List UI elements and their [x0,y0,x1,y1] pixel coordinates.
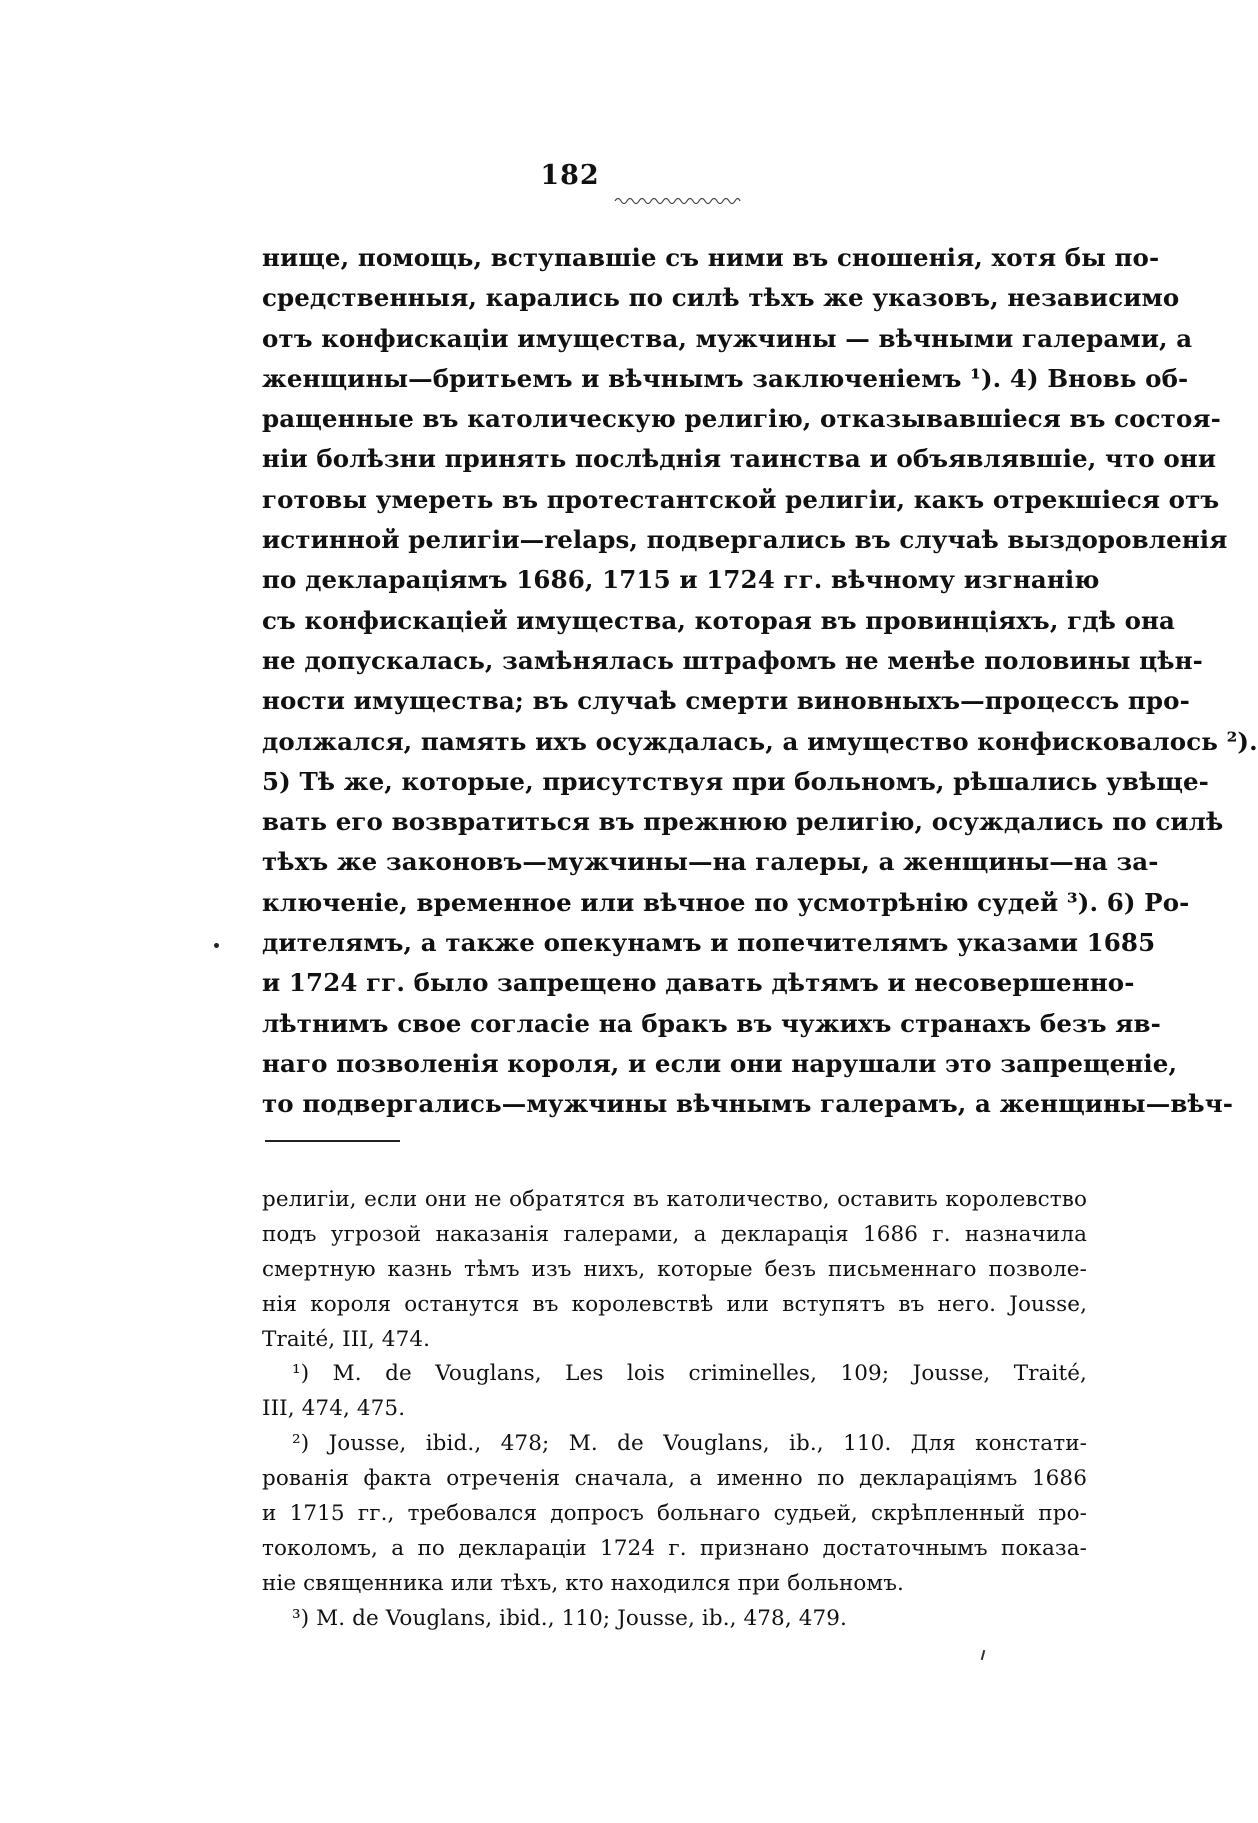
text-line: тѣхъ же законовъ—мужчины—на галеры, а женщины—на за- [262,847,1159,877]
text-line: должался, память ихъ осуждалась, а имущество конфисковалось ²). [262,726,1258,756]
footnote-1: ¹) M. de Vouglans, Les lois criminelles, 109; Jousse, Traité, [292,1361,1087,1387]
text-line: нище, помощь, вступавшіе съ ними въ сношенія, хотя бы по- [262,243,1160,272]
text-line: ращенные въ католическую религію, отказывавшіеся въ состоя- [262,404,1221,434]
text-line: и 1724 гг. было запрещено давать дѣтямъ и несовершенно- [262,968,1135,998]
text-line: дителямъ, а также опекунамъ и попечителямъ указами 1685 [262,928,1156,958]
footnote-line: III, 474, 475. [262,1396,406,1422]
text-line: вать его возвратиться въ прежнюю религію, осуждались по силѣ [262,807,1224,837]
text-line: не допускалась, замѣнялась штрафомъ не менѣе половины цѣн- [262,645,1203,675]
footnote-line: ніе священника или тѣхъ, кто находился при больномъ. [262,1570,904,1596]
footnote-line: смертную казнь тѣмъ изъ нихъ, которые безъ письменнаго позволе- [262,1256,1087,1282]
text-line: женщины—бритьемъ и вѣчнымъ заключеніемъ ¹). 4) Вновь об- [262,363,1189,393]
text-line: то подвергались—мужчины вѣчнымъ галерамъ, а женщины—вѣч- [262,1089,1234,1119]
text-line: ніи болѣзни принять послѣднія таинства и объявлявшіе, что они [262,444,1217,474]
text-line: средственныя, карались по силѣ тѣхъ же указовъ, независимо [262,283,1180,313]
page-number: 182 [540,160,600,191]
margin-mark [214,943,219,948]
footnote-line: токоломъ, а по деклараціи 1724 г. признано достаточнымъ показа- [262,1535,1087,1561]
footnotes-block [262,1183,1087,1637]
footnote-2: ²) Jousse, ibid., 478; M. de Vouglans, ib., 110. Для констати- [292,1431,1087,1457]
footnote-line: и 1715 гг., требовался допросъ больнаго судьей, скрѣпленный про- [262,1501,1087,1527]
text-line: наго позволенія короля, и если они нарушали это запрещеніе, [262,1048,1178,1078]
margin-mark [981,1650,986,1660]
text-line: ключеніе, временное или вѣчное по усмотрѣнію судей ³). 6) Ро- [262,887,1190,917]
text-line: готовы умереть въ протестантской религіи, какъ отрекшіеся отъ [262,484,1220,514]
text-line: отъ конфискаціи имущества, мужчины — вѣчными галерами, а [262,323,1193,353]
page-number-ornament [615,196,740,206]
footnote-separator [265,1140,400,1142]
footnote-line: религіи, если они не обратятся въ католичество, оставить королевство [262,1187,1087,1212]
text-line: ности имущества; въ случаѣ смерти виновныхъ—процессъ про- [262,686,1190,716]
text-line: съ конфискаціей имущества, которая въ провинціяхъ, гдѣ она [262,605,1176,635]
text-line: 5) Тѣ же, которые, присутствуя при больномъ, рѣшались увѣще- [262,766,1209,796]
main-text-block [262,238,1258,1125]
text-line: по деклараціямъ 1686, 1715 и 1724 гг. вѣчному изгнанію [262,565,1100,595]
footnote-line: Traité, III, 474. [262,1326,431,1352]
footnote-line: нія короля останутся въ королевствѣ или вступятъ въ него. Jousse, [262,1291,1087,1317]
footnote-3: ³) M. de Vouglans, ibid., 110; Jousse, ib., 478, 479. [292,1605,847,1631]
footnote-line: подъ угрозой наказанія галерами, а декларація 1686 г. назначила [262,1221,1087,1247]
footnote-line: рованія факта отреченія сначала, а именно по деклараціямъ 1686 [262,1466,1087,1492]
text-line: лѣтнимъ свое согласіе на бракъ въ чужихъ странахъ безъ яв- [262,1008,1161,1038]
text-line: истинной религіи—relaps, подвергались въ случаѣ выздоровленія [262,525,1228,555]
